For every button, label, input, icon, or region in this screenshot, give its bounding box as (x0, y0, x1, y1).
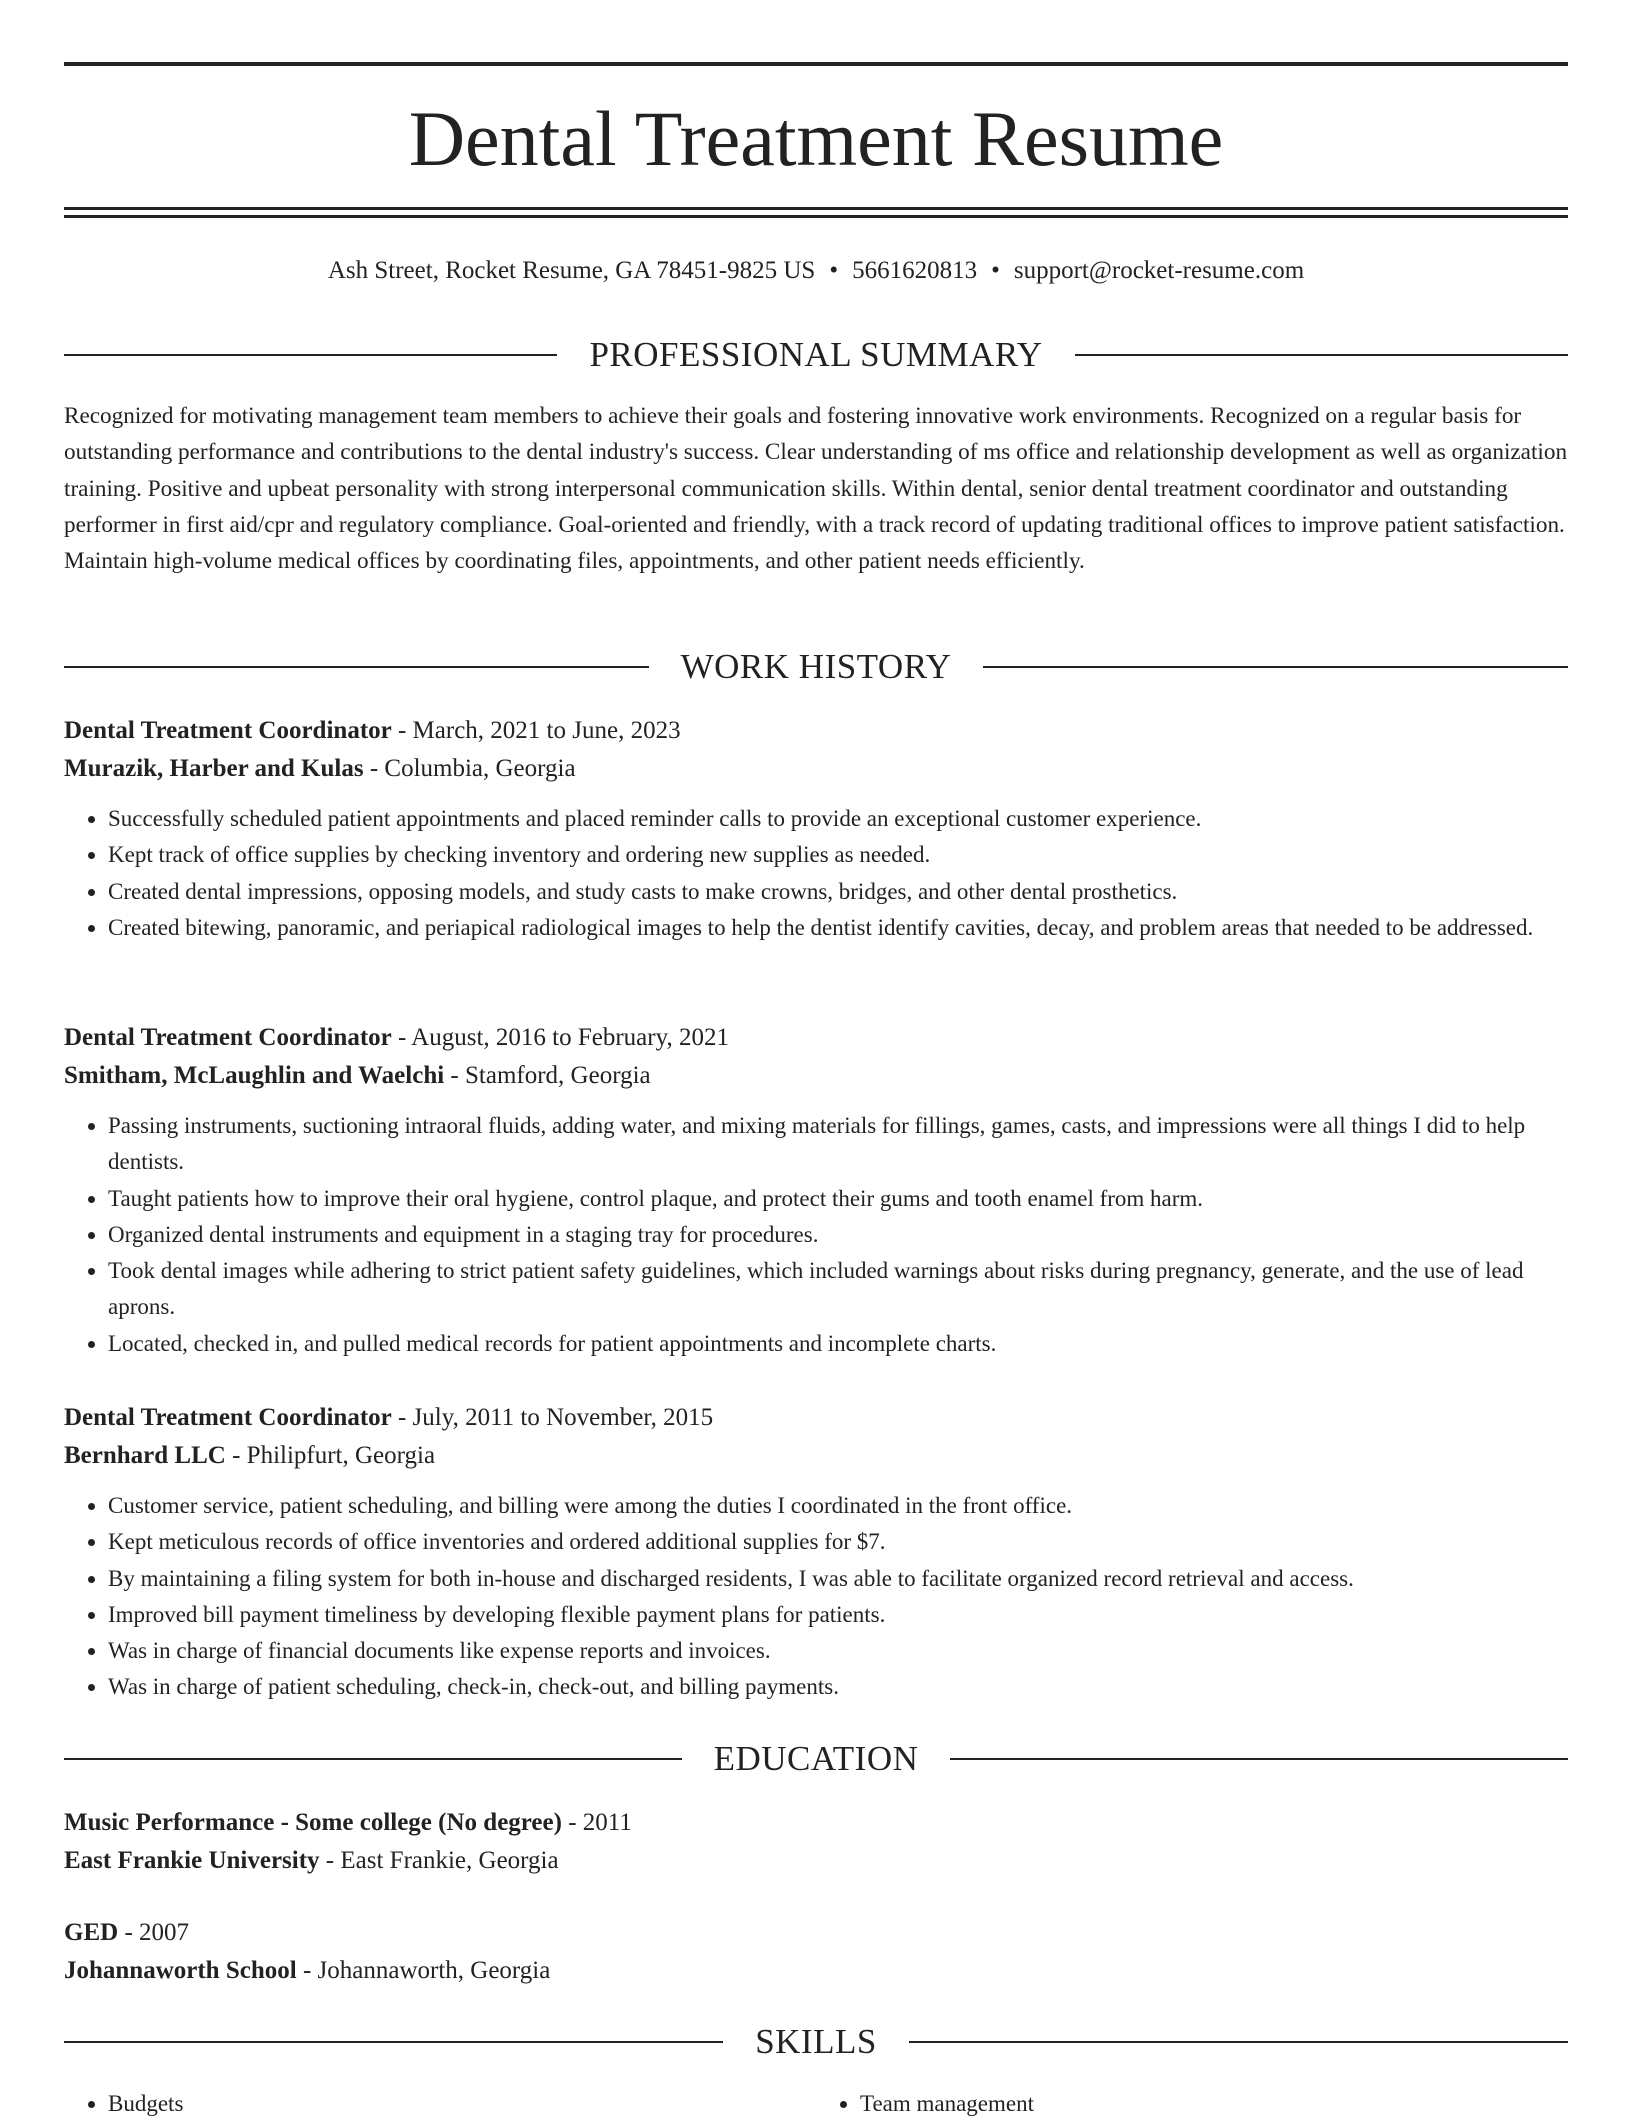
job-bullet: • Was in charge of financial documents like expense reports and invoices. (108, 1633, 1568, 1669)
education-location: - East Frankie, Georgia (319, 1847, 559, 1874)
job-bullets (64, 1108, 1568, 1362)
education-school: Johannaworth School (64, 1957, 297, 1984)
job-bullet: • Customer service, patient scheduling, and billing were among the duties I coordinated in the front office. (108, 1488, 1568, 1524)
job-bullet: • Created bitewing, panoramic, and periapical radiological images to help the dentist identify cavities, decay, and problem areas that needed to be addressed. (108, 910, 1568, 946)
education-year: - 2011 (561, 1809, 632, 1836)
education-entry (64, 1804, 1568, 1880)
education-degree-line (64, 1804, 1568, 1842)
job-dates: - July, 2011 to November, 2015 (391, 1404, 714, 1431)
section-title: EDUCATION (713, 1739, 919, 1778)
job-location: - Philipfurt, Georgia (225, 1442, 436, 1469)
job-entry (64, 712, 1568, 946)
job-header (64, 1399, 1568, 1437)
job-entry (64, 1399, 1568, 1706)
job-bullet: • Located, checked in, and pulled medical records for patient appointments and incomplete charts. (108, 1326, 1568, 1362)
skills-column-left (64, 2086, 816, 2122)
job-bullet: • Kept meticulous records of office inventories and ordered additional supplies for $7. (108, 1524, 1568, 1560)
job-bullet: • Took dental images while adhering to strict patient safety guidelines, which included warnings about risks during pregnancy, generate, and the use of lead aprons. (108, 1253, 1568, 1326)
contact-email: support@rocket-resume.com (1013, 257, 1305, 284)
top-rule (64, 62, 1568, 66)
section-heading-work (64, 647, 1568, 687)
job-company-line (64, 1437, 1568, 1475)
heading-rule (64, 354, 557, 356)
education-entry (64, 1914, 1568, 1990)
job-entry (64, 1019, 1568, 1362)
job-company: Murazik, Harber and Kulas (64, 755, 364, 782)
job-bullet: • Passing instruments, suctioning intraoral fluids, adding water, and mixing materials for fillings, games, casts, and impressions were all things I did to help dentists. (108, 1108, 1568, 1181)
heading-rule (909, 2041, 1568, 2043)
heading-rule (64, 2041, 723, 2043)
job-dates: - August, 2016 to February, 2021 (391, 1024, 729, 1051)
job-location: - Columbia, Georgia (363, 755, 576, 782)
skill-item: • Budgets (108, 2086, 816, 2122)
job-bullet: • Organized dental instruments and equipment in a staging tray for procedures. (108, 1217, 1568, 1253)
skill-item: • Team management (860, 2086, 1568, 2122)
contact-line (64, 255, 1568, 287)
job-company: Smitham, McLaughlin and Waelchi (64, 1062, 445, 1089)
job-title: Dental Treatment Coordinator (64, 717, 392, 744)
job-header (64, 1019, 1568, 1057)
job-bullet: • By maintaining a filing system for both in-house and discharged residents, I was able to facilitate organized record retrieval and access. (108, 1561, 1568, 1597)
section-title: SKILLS (755, 2022, 877, 2061)
job-title: Dental Treatment Coordinator (64, 1404, 392, 1431)
contact-phone: 5661620813 (852, 257, 978, 284)
contact-address: Ash Street, Rocket Resume, GA 78451-9825 US (327, 257, 816, 284)
heading-rule (950, 1758, 1568, 1760)
education-degree: GED (64, 1919, 119, 1946)
heading-rule (1075, 354, 1568, 356)
skills-list (64, 2086, 1568, 2122)
job-bullet: • Was in charge of patient scheduling, check-in, check-out, and billing payments. (108, 1669, 1568, 1705)
education-degree-line (64, 1914, 1568, 1952)
education-school-line (64, 1842, 1568, 1880)
job-location: - Stamford, Georgia (444, 1062, 651, 1089)
summary-text: Recognized for motivating management team members to achieve their goals and fostering innovative work environments. Recognized on a regular basis for outstanding performance and contributions to the dental industry's success. Clear understanding of ms office and relationship development as well as organization training. Positive and upbeat personality with strong interpersonal communication skills. Within dental, senior dental treatment coordinator and outstanding performer in first aid/cpr and regulatory compliance. Goal-oriented and friendly, with a track record of updating traditional offices to improve patient satisfaction. Maintain high-volume medical offices by coordinating files, appointments, and other patient needs efficiently. (64, 403, 1568, 575)
job-bullet: • Taught patients how to improve their oral hygiene, control plaque, and protect their gums and tooth enamel from harm. (108, 1181, 1568, 1217)
job-bullet: • Successfully scheduled patient appointments and placed reminder calls to provide an exceptional customer experience. (108, 801, 1568, 837)
education-school-line (64, 1952, 1568, 1990)
education-location: - Johannaworth, Georgia (296, 1957, 551, 1984)
heading-rule (983, 666, 1568, 668)
education-school: East Frankie University (64, 1847, 320, 1874)
heading-rule (64, 666, 649, 668)
job-bullet: • Created dental impressions, opposing models, and study casts to make crowns, bridges, and other dental prosthetics. (108, 874, 1568, 910)
job-header (64, 712, 1568, 750)
skills-column-right (816, 2086, 1568, 2122)
education-year: - 2007 (118, 1919, 190, 1946)
job-bullet: • Kept track of office supplies by checking inventory and ordering new supplies as needed. (108, 837, 1568, 873)
job-company-line (64, 750, 1568, 788)
contact-separator: • (991, 257, 1000, 284)
job-bullet: • Improved bill payment timeliness by developing flexible payment plans for patients. (108, 1597, 1568, 1633)
contact-separator: • (829, 257, 839, 284)
job-company: Bernhard LLC (64, 1442, 226, 1469)
section-title: PROFESSIONAL SUMMARY (589, 335, 1043, 374)
job-bullets (64, 1488, 1568, 1706)
resume-title: Dental Treatment Resume (408, 95, 1224, 182)
job-company-line (64, 1057, 1568, 1095)
heading-rule (64, 1758, 682, 1760)
job-dates: - March, 2021 to June, 2023 (391, 717, 681, 744)
job-title: Dental Treatment Coordinator (64, 1024, 392, 1051)
job-bullets (64, 801, 1568, 946)
education-degree: Music Performance - Some college (No degree) (64, 1809, 562, 1836)
section-heading-education (64, 1739, 1568, 1779)
section-heading-summary (64, 335, 1568, 375)
title-double-rule (64, 207, 1568, 218)
section-title: WORK HISTORY (680, 647, 952, 686)
section-heading-skills (64, 2022, 1568, 2062)
